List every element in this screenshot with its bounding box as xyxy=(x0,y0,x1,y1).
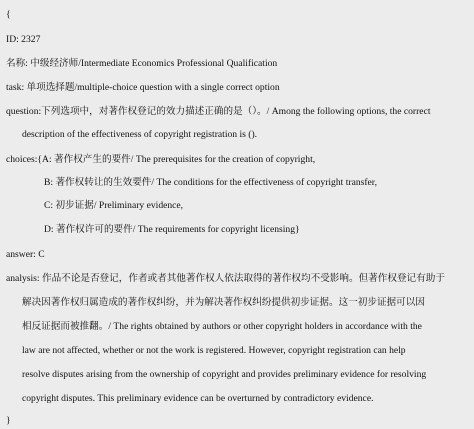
analysis-line-2: 解决因著作权归属造成的著作权纠纷，并为解决著作权纠纷提供初步证据。这一初步证据可以因 xyxy=(22,297,425,308)
close-brace: } xyxy=(6,415,11,426)
choice-b: B: 著作权转让的生效要件/ The conditions for the effectiveness of copyright transfer, xyxy=(44,177,378,188)
id-line: ID: 2327 xyxy=(6,34,41,45)
answer-line: answer: C xyxy=(6,249,45,260)
analysis-line-4: law are not affected, whether or not the work is registered. However, copyright registration can help xyxy=(22,345,406,356)
question-line: question:下列选项中，对著作权登记的效力描述正确的是（）。/ Among the following options, the correct xyxy=(6,106,431,117)
analysis-line-6: copyright disputes. This preliminary evidence can be overturned by contradictory evidence. xyxy=(22,393,374,404)
choice-d: D: 著作权许可的要件/ The requirements for copyright licensing} xyxy=(44,224,300,235)
analysis-line-1: analysis: 作品不论是否登记，作者或者其他著作权人依法取得的著作权均不受影响。但著作权登记有助于 xyxy=(6,273,445,284)
task-line: task: 单项选择题/multiple-choice question with a single correct option xyxy=(6,82,280,93)
analysis-line-3: 相反证据而被推翻。/ The rights obtained by authors or other copyright holders in accordance with the xyxy=(22,321,422,332)
question-line-continued: description of the effectiveness of copyright registration is (). xyxy=(22,129,258,140)
open-brace: { xyxy=(6,9,11,20)
choice-c: C: 初步证据/ Preliminary evidence, xyxy=(44,200,184,211)
name-line: 名称: 中级经济师/Intermediate Economics Professional Qualification xyxy=(6,58,278,69)
analysis-line-5: resolve disputes arising from the ownership of copyright and provides preliminary evidence for resolving xyxy=(22,369,427,380)
choice-a: choices:{A: 著作权产生的要件/ The prerequisites for the creation of copyright, xyxy=(6,154,316,165)
